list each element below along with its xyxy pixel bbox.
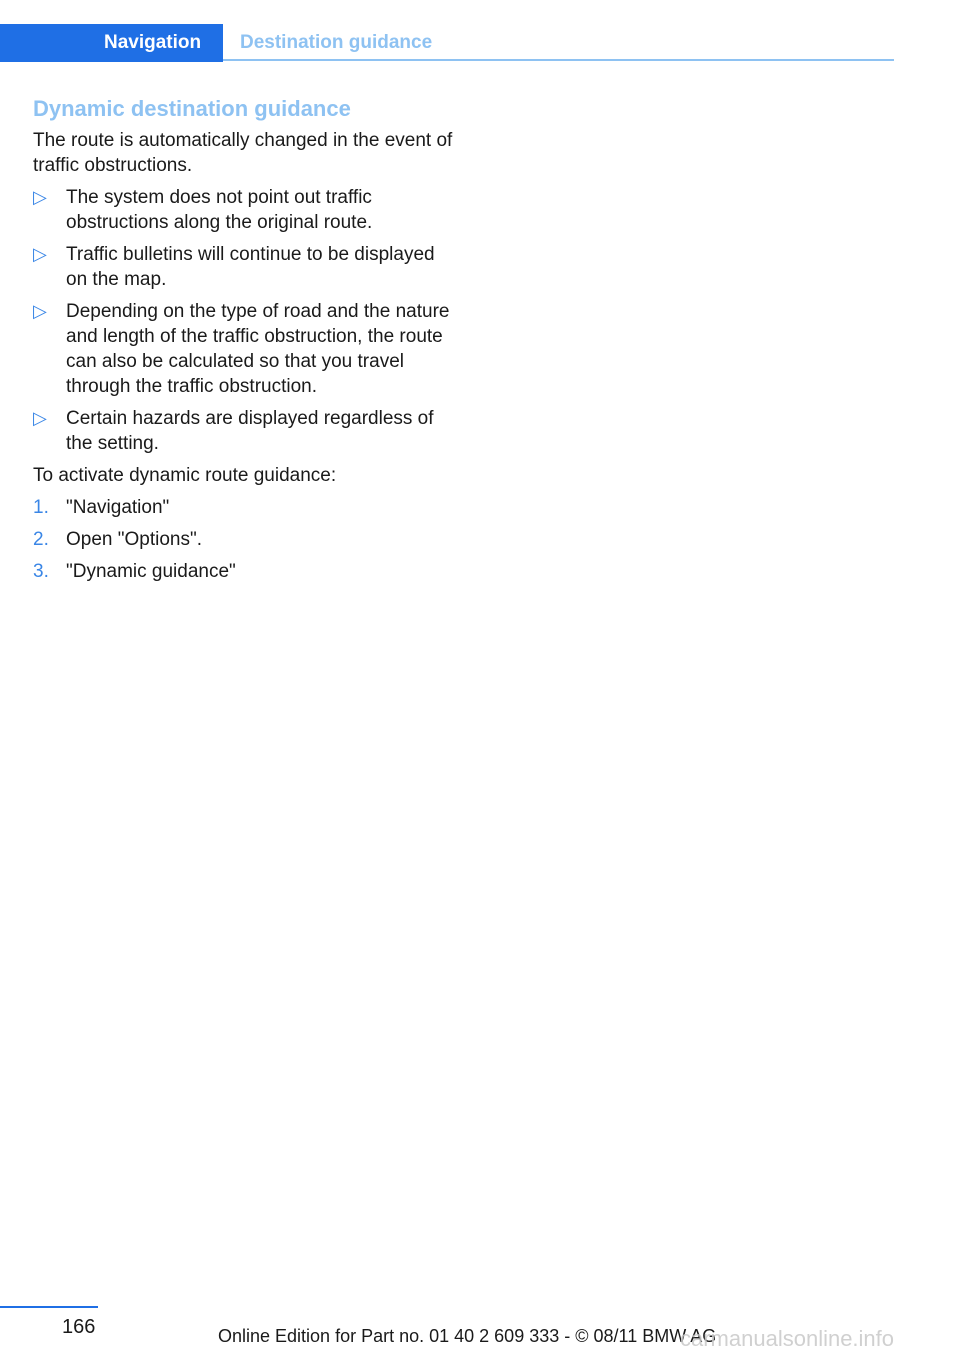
intro-paragraph: The route is automatically changed in the event of traffic obstructions.	[33, 130, 453, 176]
step-text: Open "Options".	[66, 529, 203, 550]
list-item	[33, 242, 453, 292]
bullet-text: Certain hazards are displayed regardless of the setting.	[66, 408, 434, 454]
watermark: carmanualsonline.info	[680, 1326, 895, 1351]
page-header	[0, 24, 894, 62]
section-label: Destination guidance	[240, 32, 433, 53]
step-text: "Dynamic guidance"	[66, 561, 236, 582]
triangle-bullet-icon: ▷	[33, 244, 47, 264]
page-number: 166	[62, 1316, 96, 1338]
step-text: "Navigation"	[66, 497, 170, 518]
step-item	[33, 559, 453, 584]
triangle-bullet-icon: ▷	[33, 301, 47, 321]
bullet-list	[33, 185, 453, 456]
step-number: 2.	[33, 529, 49, 550]
edition-footer: Online Edition for Part no. 01 40 2 609 333 - © 08/11 BMW AG	[218, 1326, 717, 1346]
main-content	[33, 94, 453, 591]
footer-divider	[0, 1306, 98, 1308]
bullet-text: Depending on the type of road and the nature and length of the traffic obstruction, the route can also be calculated so that you travel through the traffic obstruction.	[66, 301, 450, 397]
triangle-bullet-icon: ▷	[33, 187, 47, 207]
step-number: 3.	[33, 561, 49, 582]
section-heading: Dynamic destination guidance	[33, 96, 351, 121]
triangle-bullet-icon: ▷	[33, 408, 47, 428]
step-list	[33, 495, 453, 584]
activate-instruction: To activate dynamic route guidance:	[33, 465, 337, 486]
step-item	[33, 495, 453, 520]
list-item	[33, 185, 453, 235]
bullet-text: Traffic bulletins will continue to be displayed on the map.	[66, 244, 435, 290]
chapter-tab	[0, 24, 223, 62]
header-divider	[223, 59, 894, 61]
step-item	[33, 527, 453, 552]
step-number: 1.	[33, 497, 49, 518]
bullet-text: The system does not point out traffic obstructions along the original route.	[66, 187, 373, 233]
list-item	[33, 299, 453, 399]
list-item	[33, 406, 453, 456]
chapter-label: Navigation	[104, 32, 202, 53]
